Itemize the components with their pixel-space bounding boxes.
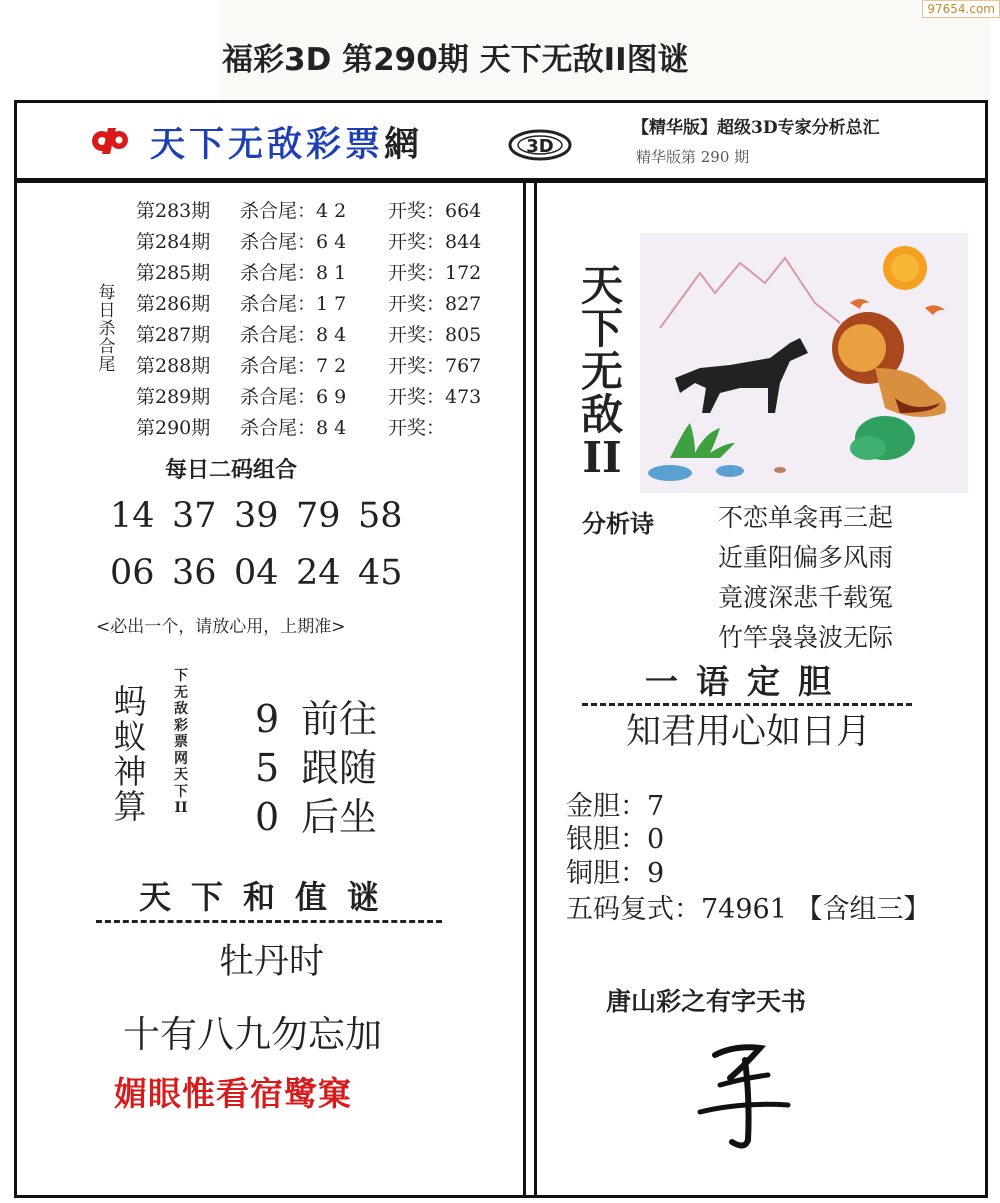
kill-tail-issue: 第290期 — [136, 417, 211, 439]
sum-riddle-line-2: 十有八九勿忘加 — [123, 1013, 382, 1056]
kill-tail-issue: 第287期 — [136, 324, 211, 346]
pair-number: 36 — [172, 553, 217, 593]
kill-tail-issue: 第284期 — [136, 231, 211, 253]
five-code-line: 五码复式：74961 【含组三】 — [566, 894, 931, 925]
header-divider — [14, 178, 988, 183]
ant-row — [255, 737, 377, 792]
kill-tail-row — [136, 196, 481, 223]
title-bar-left-blank — [0, 0, 220, 100]
ant-calc-label: 蚂蚁神算 — [113, 682, 147, 826]
kill-tail-value: 杀合尾：1 7 — [240, 293, 347, 315]
kill-tail-draw: 开奖：767 — [388, 355, 482, 377]
ant-number: 0 — [255, 795, 280, 839]
ant-word: 后坐 — [301, 795, 378, 839]
kill-tail-issue: 第285期 — [136, 262, 211, 284]
kill-tail-draw: 开奖：805 — [388, 324, 482, 346]
pair-number: 24 — [296, 553, 341, 593]
ant-row — [255, 786, 377, 841]
poem-line: 竹竿袅袅波无际 — [718, 623, 894, 652]
pair-note: <必出一个，请放心用，上期准> — [96, 617, 346, 637]
pair-combo-title: 每日二码组合 — [165, 457, 298, 483]
kill-tail-row — [136, 413, 445, 440]
kill-tail-value: 杀合尾：7 2 — [240, 355, 347, 377]
kill-tail-row — [136, 320, 481, 347]
poem-line: 近重阳偏多风雨 — [718, 543, 894, 572]
pair-number: 14 — [110, 496, 155, 536]
kill-tail-issue: 第286期 — [136, 293, 211, 315]
site-name — [150, 117, 423, 167]
page-title: 福彩3D 第290期 天下无敌II图谜 — [222, 42, 689, 78]
poem-line: 竟渡深悲千载冤 — [718, 583, 894, 612]
badge-text: 3D — [526, 136, 554, 157]
kill-tail-row — [136, 258, 481, 285]
site-name-main: 天下无敌彩票 — [150, 124, 385, 165]
riddle-picture — [640, 233, 968, 493]
silver-pick: 银胆：0 — [566, 824, 665, 855]
pair-number: 79 — [296, 496, 341, 536]
kill-tail-row — [136, 289, 481, 316]
ant-number: 5 — [255, 746, 280, 790]
handwritten-character — [690, 1030, 800, 1160]
kill-tail-draw: 开奖：664 — [388, 200, 482, 222]
kill-tail-draw: 开奖：473 — [388, 386, 482, 408]
kill-tail-value: 杀合尾：8 4 — [240, 417, 347, 439]
kill-tail-row — [136, 227, 481, 254]
kill-tail-row — [136, 382, 481, 409]
kill-tail-row — [136, 351, 481, 378]
pair-number: 39 — [234, 496, 279, 536]
site-name-suffix: 網 — [384, 124, 424, 165]
kill-tail-value: 杀合尾：6 4 — [240, 231, 347, 253]
site-watermark: 97654.com — [922, 0, 1000, 18]
pair-number: 37 — [172, 496, 217, 536]
kill-tail-draw: 开奖：172 — [388, 262, 482, 284]
column-divider — [523, 183, 537, 1198]
kill-tail-value: 杀合尾：4 2 — [240, 200, 347, 222]
kill-tail-issue: 第283期 — [136, 200, 211, 222]
lottery-logo-icon — [90, 124, 130, 158]
pair-row-1 — [110, 496, 420, 536]
gold-pick: 金胆：7 — [566, 791, 665, 822]
ant-row — [255, 688, 377, 743]
pair-number: 58 — [358, 496, 403, 536]
ant-number: 9 — [255, 697, 280, 741]
sum-riddle-title: 天下和值谜 — [96, 872, 442, 923]
heaven-book-title: 唐山彩之有字天书 — [606, 987, 807, 1016]
kill-tail-draw: 开奖：827 — [388, 293, 482, 315]
one-word-text: 知君用心如日月 — [626, 712, 872, 752]
pair-number: 45 — [358, 553, 403, 593]
analysis-poem-label: 分析诗 — [582, 509, 654, 538]
poem-line: 不恋单衾再三起 — [718, 503, 894, 532]
riddle-title: 天下无敌II — [580, 261, 623, 482]
kill-tail-value: 杀合尾：6 9 — [240, 386, 347, 408]
ant-word: 前往 — [301, 697, 378, 741]
issue-line: 精华版第 290 期 — [636, 148, 750, 166]
kill-tail-label: 每日杀合尾 — [98, 283, 116, 375]
pair-number: 06 — [110, 553, 155, 593]
sum-riddle-line-1: 牡丹时 — [218, 942, 324, 982]
sum-riddle-line-3: 媚眼惟看宿鹭窠 — [114, 1074, 352, 1113]
kill-tail-issue: 第289期 — [136, 386, 211, 408]
3d-badge-icon — [508, 128, 572, 162]
kill-tail-value: 杀合尾：8 4 — [240, 324, 347, 346]
edition-line: 【精华版】超级3D专家分析总汇 — [632, 118, 880, 138]
one-word-title: 一语定胆 — [582, 656, 912, 706]
ant-word: 跟随 — [301, 746, 378, 790]
kill-tail-draw: 开奖：844 — [388, 231, 482, 253]
pair-row-2 — [110, 553, 420, 593]
kill-tail-issue: 第288期 — [136, 355, 211, 377]
kill-tail-draw: 开奖： — [388, 417, 446, 439]
pair-number: 04 — [234, 553, 279, 593]
kill-tail-value: 杀合尾：8 1 — [240, 262, 347, 284]
ant-calc-sublabel: 下无敌彩票网天下II — [174, 668, 188, 816]
copper-pick: 铜胆：9 — [566, 858, 665, 889]
